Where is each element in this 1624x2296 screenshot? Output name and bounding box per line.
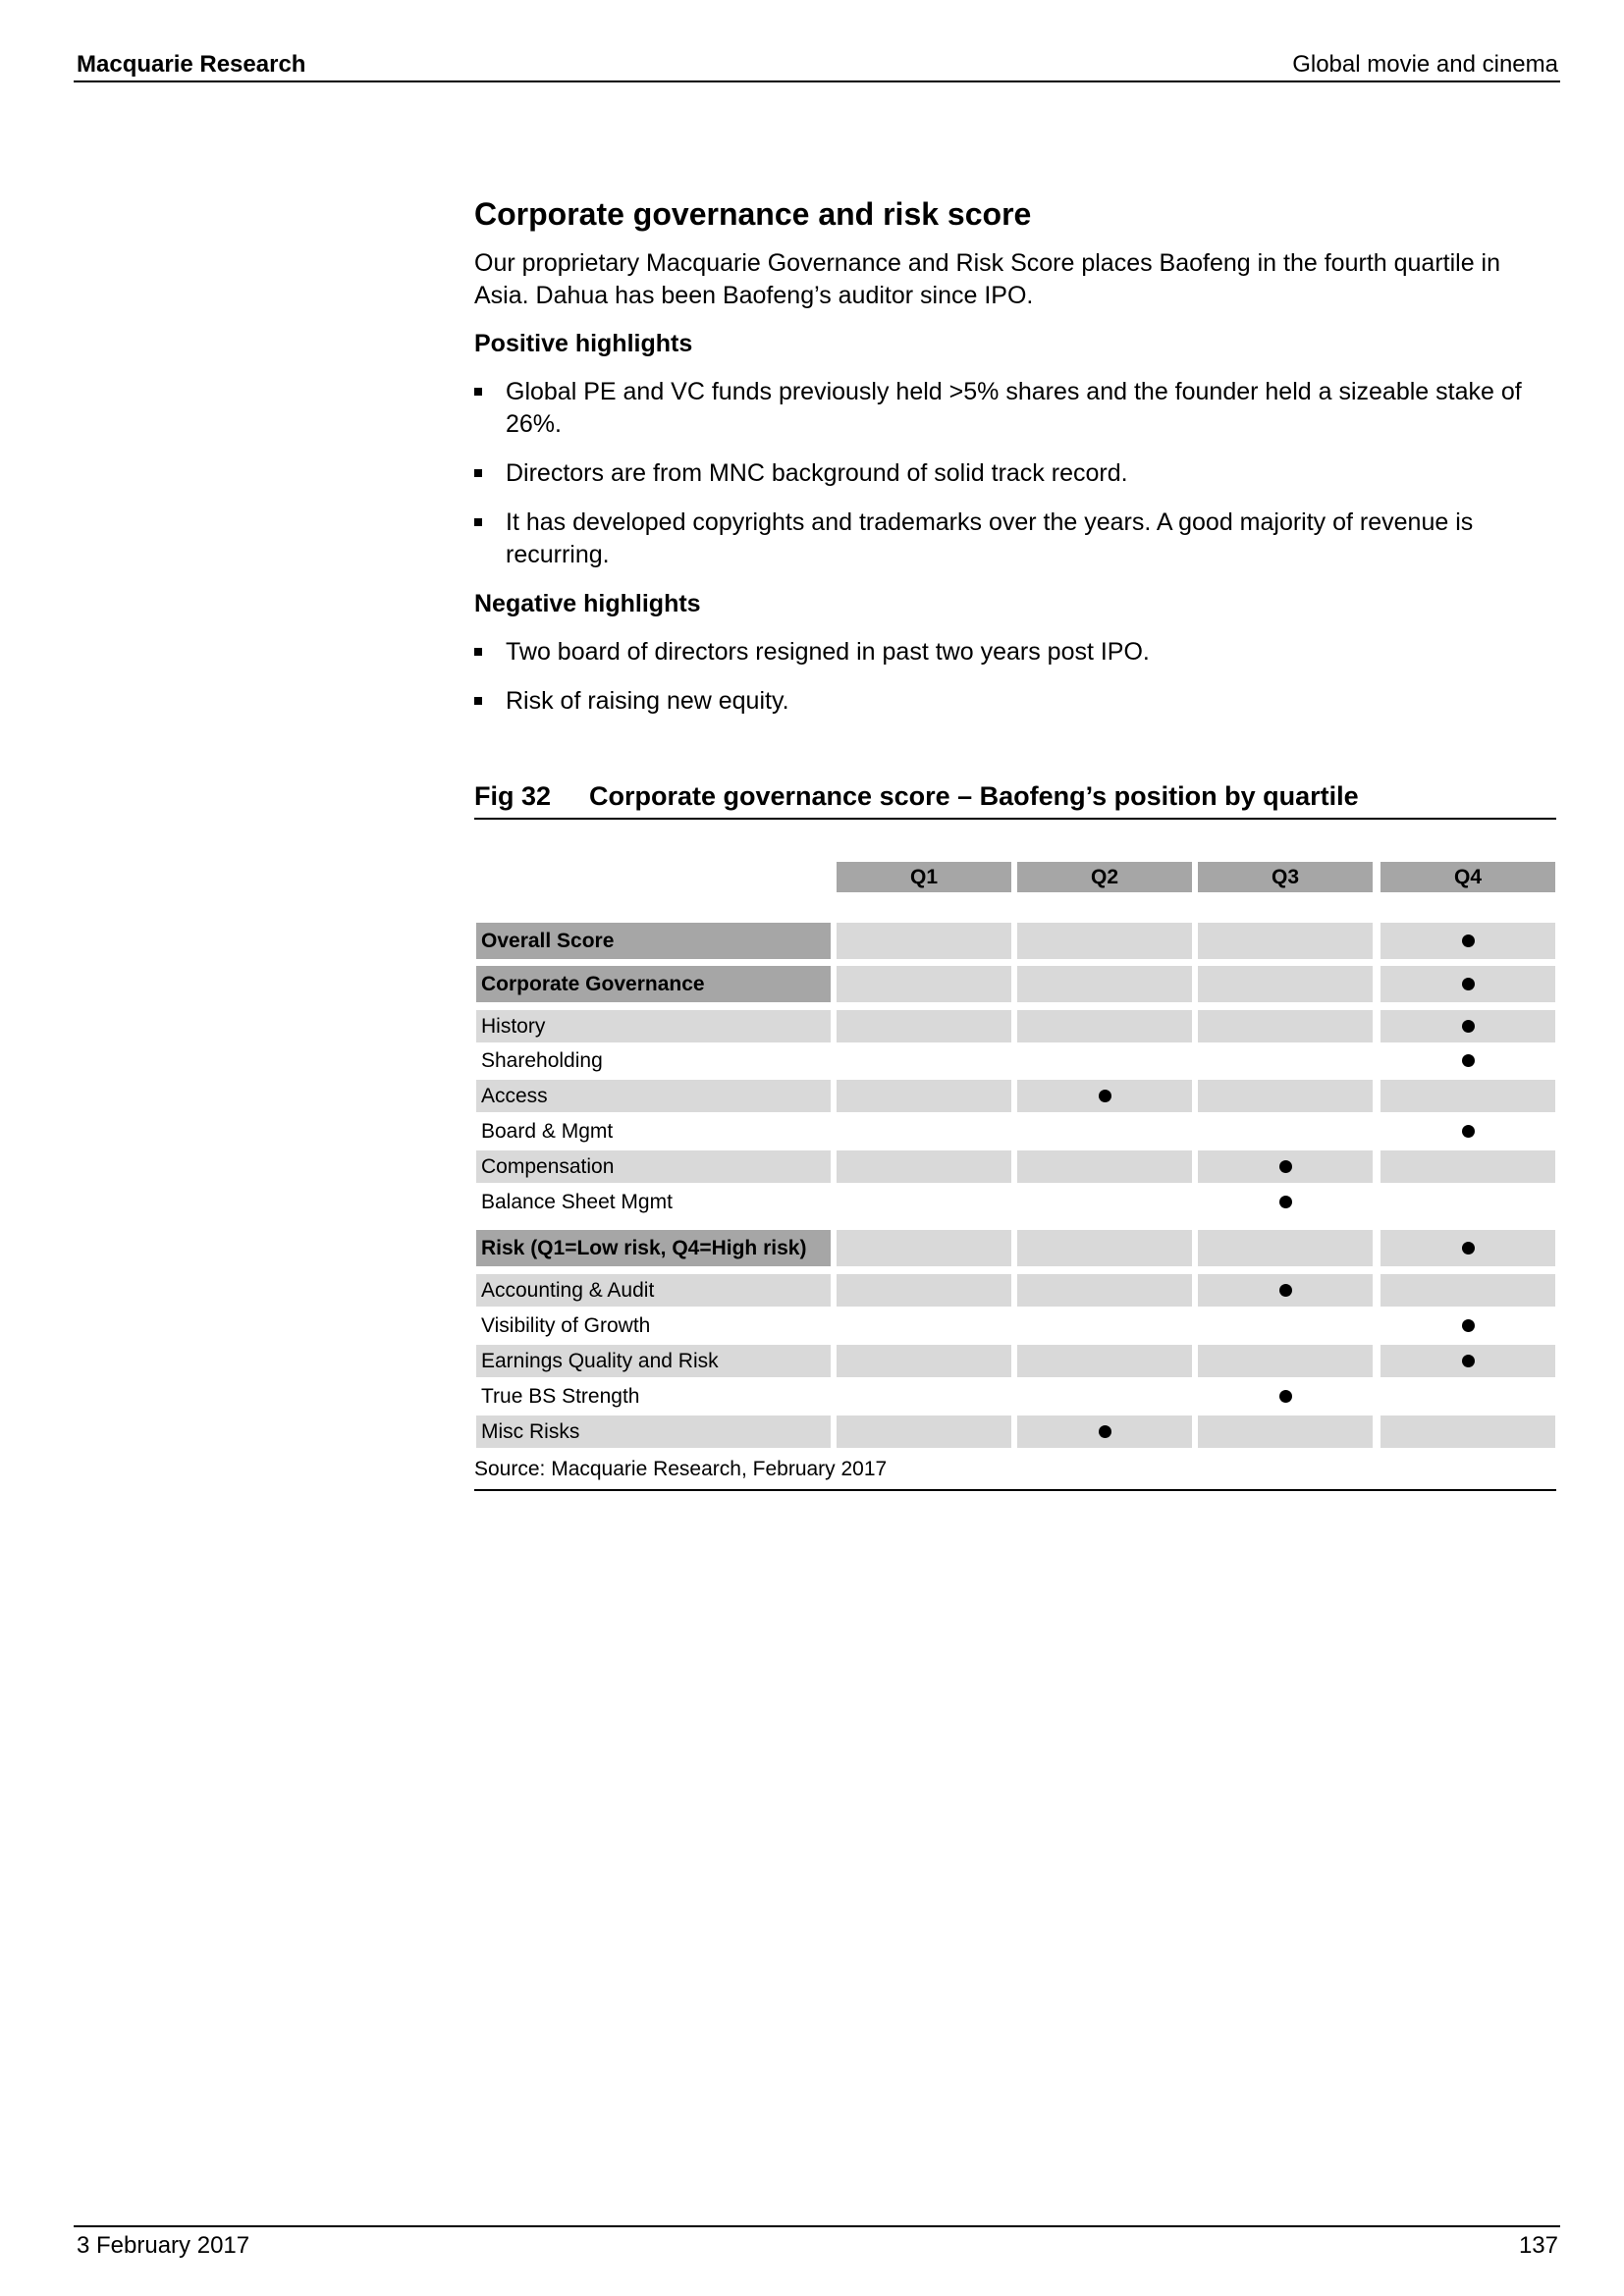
- row-label: Earnings Quality and Risk: [476, 1345, 831, 1377]
- bullet-icon: [474, 648, 482, 656]
- table-cell: [837, 1115, 1011, 1148]
- list-item: [474, 636, 1556, 668]
- quartile-marker-icon: [1462, 934, 1475, 947]
- table-cell: [837, 923, 1011, 959]
- table-cell: [1017, 1150, 1192, 1183]
- table-cell: [1198, 1230, 1373, 1266]
- table-cell: [837, 1415, 1011, 1448]
- list-item: [474, 376, 1556, 441]
- list-item-text: It has developed copyrights and trademarks over the years. A good majority of revenue is recurring.: [506, 508, 1474, 568]
- quartile-marker-icon: [1462, 1054, 1475, 1067]
- figure-source: Source: Macquarie Research, February 2017: [474, 1458, 888, 1480]
- figure-number: Fig 32: [474, 781, 552, 811]
- row-label: Access: [476, 1080, 831, 1112]
- figure-rule-top: [474, 818, 1556, 820]
- figure-title: [474, 781, 1556, 812]
- row-label: Board & Mgmt: [481, 1120, 614, 1143]
- table-cell: [837, 1274, 1011, 1307]
- positive-highlights-title: Positive highlights: [474, 330, 693, 357]
- row-label: History: [476, 1010, 831, 1042]
- table-cell: [1198, 1345, 1373, 1377]
- table-cell: [837, 1044, 1011, 1077]
- table-cell: [837, 1345, 1011, 1377]
- page-number: 137: [1518, 2232, 1558, 2259]
- table-cell: [1380, 1150, 1555, 1183]
- quartile-marker-icon: [1462, 1355, 1475, 1367]
- header-report-title: Global movie and cinema: [1292, 51, 1558, 78]
- table-cell: [1198, 1415, 1373, 1448]
- table-cell: [1017, 1010, 1192, 1042]
- row-label: True BS Strength: [481, 1385, 640, 1408]
- table-cell: [837, 1080, 1011, 1112]
- quartile-marker-icon: [1279, 1160, 1292, 1173]
- negative-highlights-list: [474, 636, 1556, 718]
- footer-rule: [74, 2225, 1560, 2227]
- table-cell: [1198, 966, 1373, 1002]
- bullet-icon: [474, 518, 482, 526]
- negative-highlights-title: Negative highlights: [474, 590, 701, 617]
- table-cell: [1017, 1186, 1192, 1218]
- row-label: Risk (Q1=Low risk, Q4=High risk): [476, 1230, 831, 1266]
- list-item-text: Directors are from MNC background of solid track record.: [506, 459, 1128, 487]
- quartile-marker-icon: [1279, 1284, 1292, 1297]
- quartile-marker-icon: [1462, 1125, 1475, 1138]
- quartile-marker-icon: [1462, 1020, 1475, 1033]
- table-cell: [1017, 923, 1192, 959]
- row-label: Balance Sheet Mgmt: [481, 1191, 673, 1213]
- table-cell: [1017, 1380, 1192, 1413]
- table-cell: [837, 1010, 1011, 1042]
- table-cell: [1198, 1080, 1373, 1112]
- section-title: Corporate governance and risk score: [474, 196, 1032, 232]
- row-label: Compensation: [476, 1150, 831, 1183]
- footer-date: 3 February 2017: [77, 2232, 250, 2259]
- table-cell: [1380, 1186, 1555, 1218]
- row-label: Overall Score: [476, 923, 831, 959]
- list-item: [474, 685, 1556, 718]
- table-cell: [1017, 1230, 1192, 1266]
- quartile-marker-icon: [1279, 1390, 1292, 1403]
- table-cell: [1198, 1044, 1373, 1077]
- figure-caption: Corporate governance score – Baofeng’s position by quartile: [589, 781, 1359, 811]
- table-cell: [837, 1380, 1011, 1413]
- row-label: Misc Risks: [476, 1415, 831, 1448]
- list-item-text: Risk of raising new equity.: [506, 687, 789, 715]
- row-label: Corporate Governance: [476, 966, 831, 1002]
- table-cell: [837, 1309, 1011, 1342]
- row-label: Accounting & Audit: [476, 1274, 831, 1307]
- table-cell: [1198, 1309, 1373, 1342]
- table-cell: [1198, 1010, 1373, 1042]
- main-content: [474, 194, 1556, 734]
- table-cell: [1017, 1115, 1192, 1148]
- quartile-marker-icon: [1462, 1319, 1475, 1332]
- list-item: [474, 507, 1556, 571]
- quartile-marker-icon: [1462, 978, 1475, 990]
- positive-highlights-list: [474, 376, 1556, 571]
- quartile-header: Q4: [1380, 862, 1555, 892]
- table-cell: [1017, 1309, 1192, 1342]
- row-label: Visibility of Growth: [481, 1314, 651, 1337]
- figure-rule-bottom: [474, 1489, 1556, 1491]
- intro-paragraph: Our proprietary Macquarie Governance and Risk Score places Baofeng in the fourth quartile in Asia. Dahua has been Baofeng’s auditor since IPO.: [474, 249, 1501, 309]
- bullet-icon: [474, 697, 482, 705]
- table-cell: [1017, 1044, 1192, 1077]
- list-item-text: Global PE and VC funds previously held >5% shares and the founder held a sizeable stake of 26%.: [506, 378, 1522, 438]
- table-cell: [837, 1230, 1011, 1266]
- table-cell: [1017, 1274, 1192, 1307]
- bullet-icon: [474, 469, 482, 477]
- table-cell: [837, 966, 1011, 1002]
- quartile-marker-icon: [1099, 1425, 1111, 1438]
- table-cell: [1017, 1345, 1192, 1377]
- quartile-header: Q2: [1017, 862, 1192, 892]
- table-cell: [837, 1186, 1011, 1218]
- bullet-icon: [474, 388, 482, 396]
- quartile-header: Q3: [1198, 862, 1373, 892]
- table-cell: [1380, 1380, 1555, 1413]
- table-cell: [1380, 1415, 1555, 1448]
- quartile-marker-icon: [1279, 1196, 1292, 1208]
- table-cell: [1017, 966, 1192, 1002]
- quartile-marker-icon: [1462, 1242, 1475, 1255]
- table-cell: [1380, 1274, 1555, 1307]
- list-item: [474, 457, 1556, 490]
- row-label: Shareholding: [481, 1049, 603, 1072]
- list-item-text: Two board of directors resigned in past two years post IPO.: [506, 638, 1150, 666]
- quartile-header: Q1: [837, 862, 1011, 892]
- table-cell: [1198, 1115, 1373, 1148]
- table-cell: [1198, 923, 1373, 959]
- header-publisher: Macquarie Research: [77, 51, 306, 78]
- quartile-marker-icon: [1099, 1090, 1111, 1102]
- table-cell: [1380, 1080, 1555, 1112]
- header-rule: [74, 80, 1560, 82]
- table-cell: [837, 1150, 1011, 1183]
